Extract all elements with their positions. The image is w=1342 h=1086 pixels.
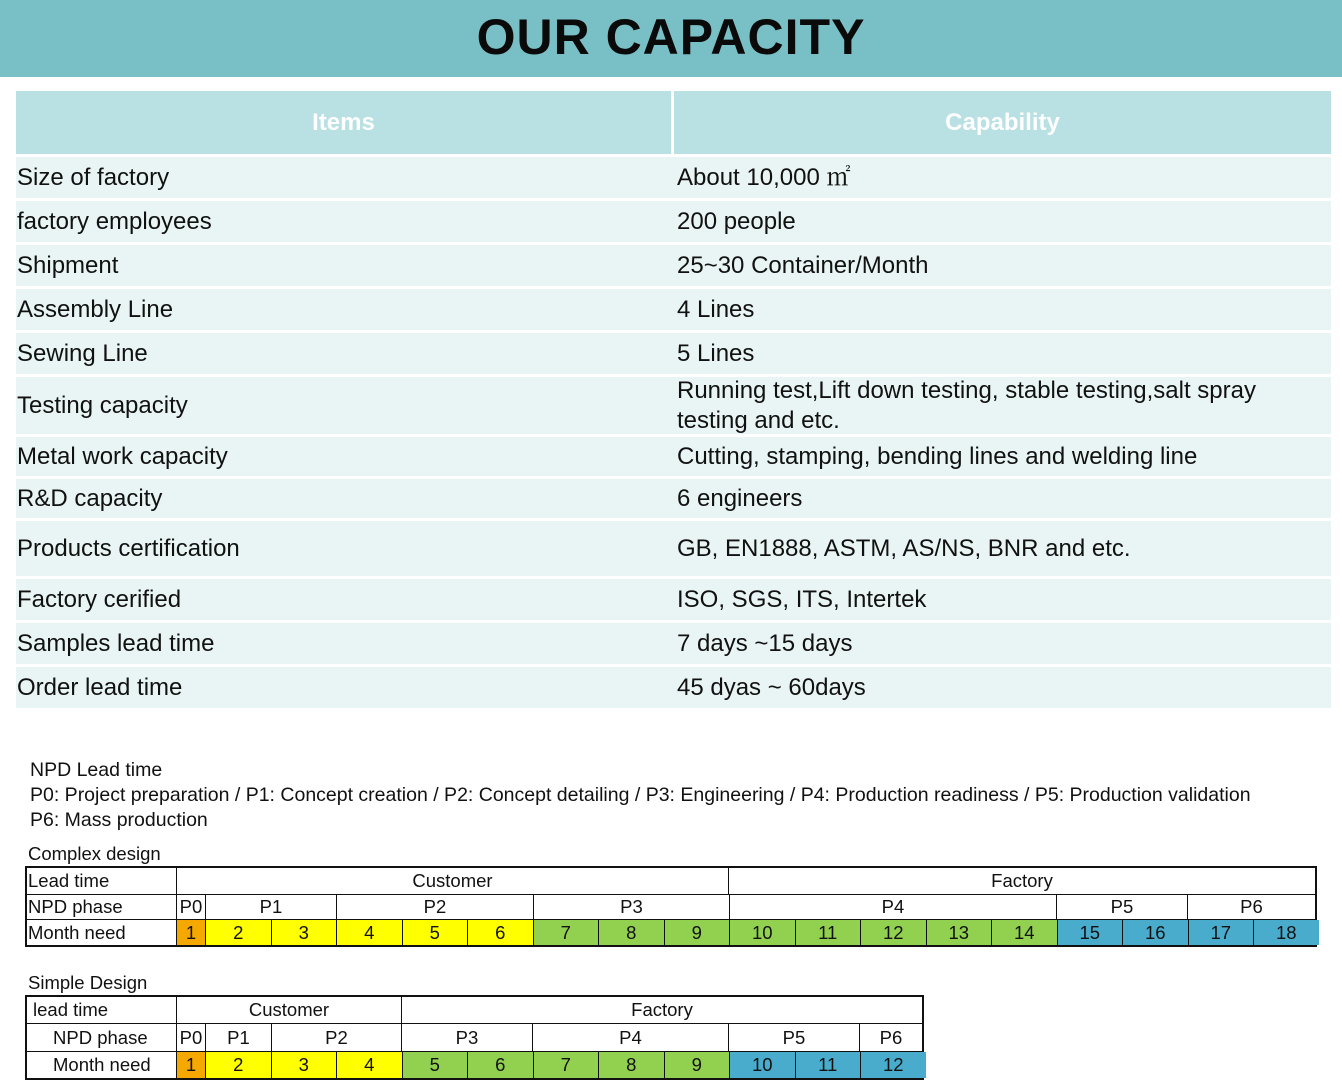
- row-label: NPD phase: [53, 1026, 148, 1048]
- simple-design-label: Simple Design: [28, 972, 148, 993]
- lead-cell: Factory: [401, 997, 922, 1023]
- capacity-value: 25~30 Container/Month: [677, 251, 929, 279]
- month-cell: 2: [205, 1052, 271, 1078]
- capacity-item: Order lead time: [17, 673, 183, 701]
- timeline-row: [27, 1023, 922, 1051]
- capacity-row: [16, 576, 1331, 620]
- capacity-item: factory employees: [17, 207, 212, 235]
- month-cell: 16: [1122, 920, 1188, 945]
- month-cell: 13: [926, 920, 992, 945]
- row-label: NPD phase: [28, 896, 123, 917]
- capacity-table: [16, 91, 1331, 708]
- capacity-row: [16, 374, 1331, 434]
- timeline-row: [27, 997, 922, 1023]
- month-cell: 14: [991, 920, 1057, 945]
- phase-cell: P2: [271, 1024, 401, 1051]
- capacity-value: 45 dyas ~ 60days: [677, 673, 866, 701]
- month-cell: 12: [860, 920, 926, 945]
- capacity-value: 5 Lines: [677, 339, 755, 367]
- phase-cell: P0: [176, 1024, 205, 1051]
- capacity-item: Factory cerified: [17, 585, 182, 613]
- month-cell: 10: [729, 920, 795, 945]
- month-cell: 3: [271, 920, 337, 945]
- month-cell: 1: [176, 920, 205, 945]
- month-cell: 17: [1188, 920, 1254, 945]
- simple-design-timeline: [25, 995, 924, 1080]
- capacity-item: Sewing Line: [17, 339, 148, 367]
- month-cell: 9: [664, 1052, 730, 1078]
- capacity-row: [16, 664, 1331, 708]
- row-label: Month need: [28, 921, 126, 943]
- month-cell: 18: [1253, 920, 1319, 945]
- capacity-item: Testing capacity: [17, 391, 188, 419]
- month-cell: 5: [402, 920, 468, 945]
- month-cell: 11: [795, 920, 861, 945]
- complex-design-timeline: [25, 866, 1317, 947]
- capacity-item: Products certification: [17, 534, 240, 562]
- month-cell: 7: [533, 1052, 599, 1078]
- month-cell: 4: [336, 920, 402, 945]
- phase-cell: P6: [859, 1024, 922, 1051]
- month-cell: 10: [729, 1052, 795, 1078]
- month-cell: 3: [271, 1052, 337, 1078]
- capacity-value: 200 people: [677, 207, 796, 235]
- capacity-row: [16, 476, 1331, 518]
- capacity-row: [16, 330, 1331, 374]
- lead-cell: Customer: [176, 997, 401, 1023]
- capacity-item: R&D capacity: [17, 484, 163, 512]
- capacity-value: Running test,Lift down testing, stable testing,salt spray testing and etc.: [677, 376, 1256, 434]
- month-cell: 4: [336, 1052, 402, 1078]
- npd-title: NPD Lead time: [30, 759, 163, 781]
- phase-cell: P4: [729, 895, 1056, 919]
- month-cell: 2: [205, 920, 271, 945]
- phase-cell: P4: [532, 1024, 728, 1051]
- phase-cell: P6: [1187, 895, 1315, 919]
- phase-cell: P5: [1056, 895, 1187, 919]
- capacity-item: Shipment: [17, 251, 119, 279]
- capacity-value: 4 Lines: [677, 295, 755, 323]
- month-cell: 8: [598, 920, 664, 945]
- npd-description: [30, 758, 1251, 833]
- phase-cell: P3: [533, 895, 729, 919]
- row-label: Month need: [53, 1054, 151, 1075]
- capacity-value: GB, EN1888, ASTM, AS/NS, BNR and etc.: [677, 534, 1131, 562]
- npd-phases-line1: P0: Project preparation / P1: Concept creation / P2: Concept detailing / P3: Engineering / P4: Production readiness / P5: Production validation: [30, 784, 1251, 806]
- month-cell: 7: [533, 920, 599, 945]
- phase-cell: P0: [176, 895, 205, 919]
- capacity-item: Size of factory: [17, 163, 170, 191]
- capacity-row: [16, 518, 1331, 576]
- column-header-items: Items: [16, 91, 674, 154]
- capacity-item: Samples lead time: [17, 629, 215, 657]
- capacity-row: [16, 620, 1331, 664]
- capacity-value: ISO, SGS, ITS, Intertek: [677, 585, 927, 613]
- row-label: lead time: [33, 999, 109, 1020]
- phase-cell: P3: [401, 1024, 532, 1051]
- phase-cell: P5: [728, 1024, 859, 1051]
- capacity-value: Cutting, stamping, bending lines and welding line: [677, 442, 1198, 470]
- page-title: OUR CAPACITY: [476, 9, 866, 65]
- timeline-row: [27, 894, 1315, 919]
- npd-phases-line2: P6: Mass production: [30, 809, 208, 831]
- capacity-item: Metal work capacity: [17, 442, 228, 470]
- capacity-value: 7 days ~15 days: [677, 629, 853, 657]
- timeline-row: [27, 868, 1315, 894]
- month-cell: 9: [664, 920, 730, 945]
- capacity-row: [16, 242, 1331, 286]
- capacity-row: [16, 154, 1331, 198]
- capacity-table-body: [16, 154, 1331, 708]
- timeline-row: [27, 919, 1315, 945]
- month-cell: 1: [176, 1052, 205, 1078]
- month-cell: 6: [467, 1052, 533, 1078]
- lead-cell: Customer: [176, 868, 728, 894]
- capacity-value: About 10,000 ㎡: [677, 163, 851, 191]
- month-cell: 6: [467, 920, 533, 945]
- phase-cell: P1: [205, 895, 336, 919]
- capacity-item: Assembly Line: [17, 295, 174, 323]
- month-cell: 15: [1057, 920, 1123, 945]
- capacity-table-header: [16, 91, 1331, 154]
- column-header-capability: Capability: [945, 108, 1060, 136]
- phase-cell: P1: [205, 1024, 271, 1051]
- capacity-value: 6 engineers: [677, 484, 803, 512]
- month-cell: 11: [795, 1052, 861, 1078]
- row-label: Lead time: [28, 870, 110, 891]
- month-cell: 5: [402, 1052, 468, 1078]
- capacity-row: [16, 198, 1331, 242]
- capacity-row: [16, 286, 1331, 330]
- complex-design-label: Complex design: [28, 843, 161, 864]
- lead-cell: Factory: [728, 868, 1315, 894]
- month-cell: 8: [598, 1052, 664, 1078]
- month-cell: 12: [860, 1052, 926, 1078]
- capacity-row: [16, 434, 1331, 476]
- timeline-row: [27, 1051, 922, 1078]
- phase-cell: P2: [336, 895, 533, 919]
